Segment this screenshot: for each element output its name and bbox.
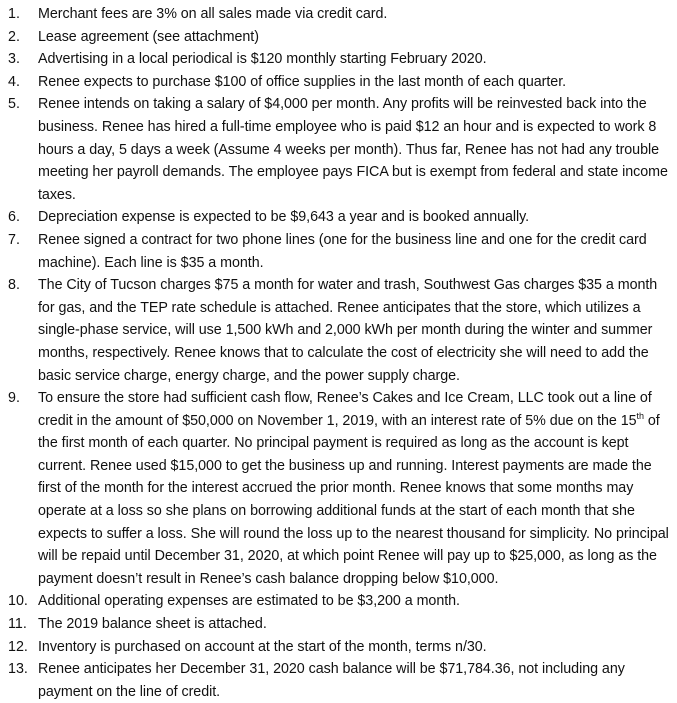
- list-item-1: [8, 3, 673, 26]
- item-text: Advertising in a local periodical is $120 monthly starting February 2020.: [38, 51, 487, 68]
- item-text-part-b: of the first month of each quarter. No principal payment is required as long as the account is kept current. Renee used $15,000 to get the business up and running. Interest payments are made the first of the month for the interest accrued the prior month. Renee knows that some months may operate at a loss so she plans on borrowing additional funds at the start of each month that she expects to suffer a loss. She will round the loss up to the nearest thousand for simplicity. No principal will be repaid until December 31, 2020, at which point Renee will pay up to $25,000, as long as the payment doesn’t result in Renee’s cash balance dropping below $10,000.: [38, 412, 669, 587]
- item-number: 8.: [8, 277, 20, 294]
- list-item-5: [8, 93, 673, 206]
- list-item-6: [8, 206, 673, 229]
- list-item-12: [8, 636, 673, 659]
- list-item-10: [8, 590, 673, 613]
- item-text-part-a: To ensure the store had sufficient cash flow, Renee’s Cakes and Ice Cream, LLC took out a line of credit in the amount of $50,000 on November 1, 2019, with an interest rate of 5% due on the 15: [38, 390, 652, 429]
- item-text: Merchant fees are 3% on all sales made via credit card.: [38, 6, 388, 22]
- item-number: 7.: [8, 231, 20, 248]
- item-number: 3.: [8, 51, 20, 68]
- item-number: 9.: [8, 390, 20, 407]
- item-text: Additional operating expenses are estimated to be $3,200 a month.: [38, 593, 460, 610]
- list-item-8: [8, 274, 673, 387]
- list-item-7: [8, 229, 673, 274]
- item-number: 11.: [8, 616, 27, 633]
- item-text: Lease agreement (see attachment): [38, 28, 259, 45]
- item-number: 4.: [8, 73, 20, 90]
- list-item-3: [8, 48, 673, 71]
- list-item-11: [8, 613, 673, 636]
- item-number: 10.: [8, 593, 28, 610]
- item-number: 12.: [8, 638, 28, 655]
- item-text: Depreciation expense is expected to be $9,643 a year and is booked annually.: [38, 209, 530, 226]
- item-number: 2.: [8, 28, 20, 45]
- item-text: Inventory is purchased on account at the start of the month, terms n/30.: [38, 638, 487, 655]
- item-text: The City of Tucson charges $75 a month for water and trash, Southwest Gas charges $35 a month for gas, and the TEP rate schedule is attached. Renee anticipates that the store, which utilizes a single-phase service, will use 1,500 kWh and 2,000 kWh per month during the winter and summer months, respectively. Renee knows that to calculate the cost of electricity she will need to add the basic service charge, energy charge, and the power supply charge.: [38, 277, 658, 384]
- item-text: Renee anticipates her December 31, 2020 cash balance will be $71,784.36, not including any payment on the line of credit.: [38, 661, 625, 700]
- item-text: [34, 387, 673, 590]
- item-text: The 2019 balance sheet is attached.: [38, 616, 267, 633]
- item-text: Renee signed a contract for two phone lines (one for the business line and one for the credit card machine). Each line is $35 a month.: [38, 231, 647, 271]
- item-number: 13.: [8, 661, 28, 678]
- list-item-4: [8, 71, 673, 94]
- list-item-13: [8, 658, 673, 703]
- list-item-2: [8, 26, 673, 49]
- ordinal-suffix: th: [636, 410, 644, 421]
- item-number: 5.: [8, 96, 20, 113]
- item-number: 6.: [8, 209, 20, 226]
- item-text: Renee expects to purchase $100 of office supplies in the last month of each quarter.: [38, 73, 567, 90]
- item-text: Renee intends on taking a salary of $4,000 per month. Any profits will be reinvested back into the business. Renee has hired a full-time employee who is paid $12 an hour and is expected to work 8 hours a day, 5 days a week (Assume 4 weeks per month). Thus far, Renee has not had any trouble meeting her payroll demands. The employee pays FICA but is exempt from federal and state income taxes.: [38, 96, 668, 203]
- list-item-9: [8, 387, 673, 590]
- item-number: 1.: [8, 6, 20, 22]
